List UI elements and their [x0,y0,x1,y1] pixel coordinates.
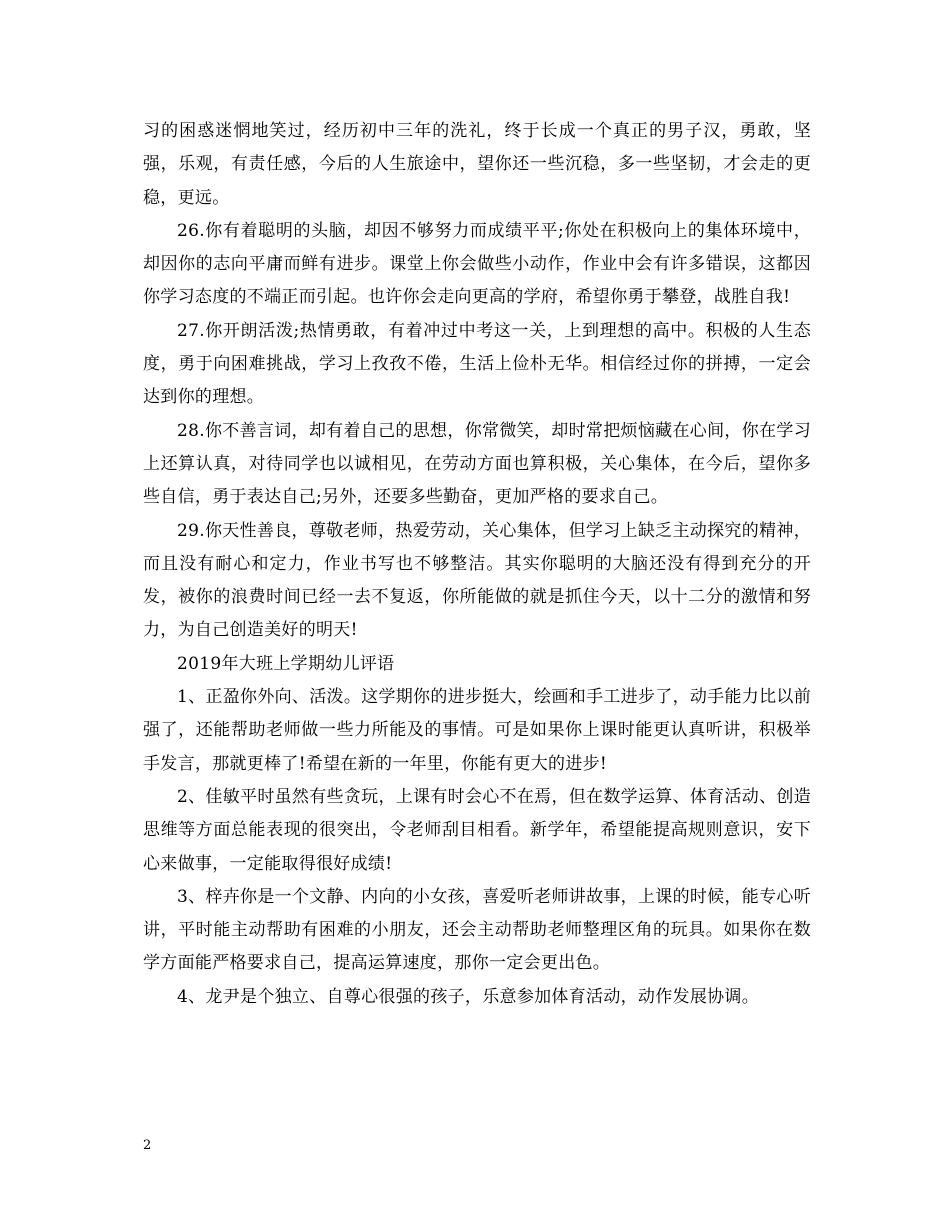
paragraph-comment-28: 28.你不善言词，却有着自己的思想，你常微笑，却时常把烦恼藏在心间，你在学习上还算认真，对待同学也以诚相见，在劳动方面也算积极，关心集体，在今后，望你多些自信，勇于表达自己;另外，还要多些勤奋，更加严格的要求自己。 [143,420,811,508]
paragraph-kindergarten-1: 1、正盈你外向、活泼。这学期你的进步挺大，绘画和手工进步了，动手能力比以前强了，还能帮助老师做一些力所能及的事情。可是如果你上课时能更认真听讲，积极举手发言，那就更棒了!希望在新的一年里，你能有更大的进步! [143,687,811,774]
paragraph-continuation: 习的困惑迷惘地笑过，经历初中三年的洗礼，终于长成一个真正的男子汉，勇敢，坚强，乐观，有责任感，今后的人生旅途中，望你还一些沉稳，多一些坚韧，才会走的更稳，更远。 [143,121,811,208]
paragraph-comment-29: 29.你天性善良，尊敬老师，热爱劳动，关心集体，但学习上缺乏主动探究的精神，而且没有耐心和定力，作业书写也不够整洁。其实你聪明的大脑还没有得到充分的开发，被你的浪费时间已经一去不复返，你所能做的就是抓住今天，以十二分的激情和努力，为自己创造美好的明天! [143,520,811,641]
section-heading: 2019年大班上学期幼儿评语 [177,653,395,674]
paragraph-kindergarten-3: 3、梓卉你是一个文静、内向的小女孩，喜爱听老师讲故事，上课的时候，能专心听讲，平时能主动帮助有困难的小朋友，还会主动帮助老师整理区角的玩具。如果你在数学方面能严格要求自己，提高运算速度，那你一定会更出色。 [143,886,811,974]
document-body [143,115,811,1014]
paragraph-kindergarten-4: 4、龙尹是个独立、自尊心很强的孩子，乐意参加体育活动，动作发展协调。 [177,986,760,1007]
page-number: 2 [143,1138,152,1153]
paragraph-kindergarten-2: 2、佳敏平时虽然有些贪玩，上课有时会心不在焉，但在数学运算、体育活动、创造思维等方面总能表现的很突出，令老师刮目相看。新学年，希望能提高规则意识，安下心来做事，一定能取得很好成绩! [143,786,811,874]
paragraph-comment-26: 26.你有着聪明的头脑，却因不够努力而成绩平平;你处在积极向上的集体环境中，却因你的志向平庸而鲜有进步。课堂上你会做些小动作，作业中会有许多错误，这都因你学习态度的不端正而引起。也许你会走向更高的学府，希望你勇于攀登，战胜自我! [143,220,811,308]
paragraph-comment-27: 27.你开朗活泼;热情勇敢，有着冲过中考这一关，上到理想的高中。积极的人生态度，勇于向困难挑战，学习上孜孜不倦，生活上俭朴无华。相信经过你的拼搏，一定会达到你的理想。 [143,320,811,408]
